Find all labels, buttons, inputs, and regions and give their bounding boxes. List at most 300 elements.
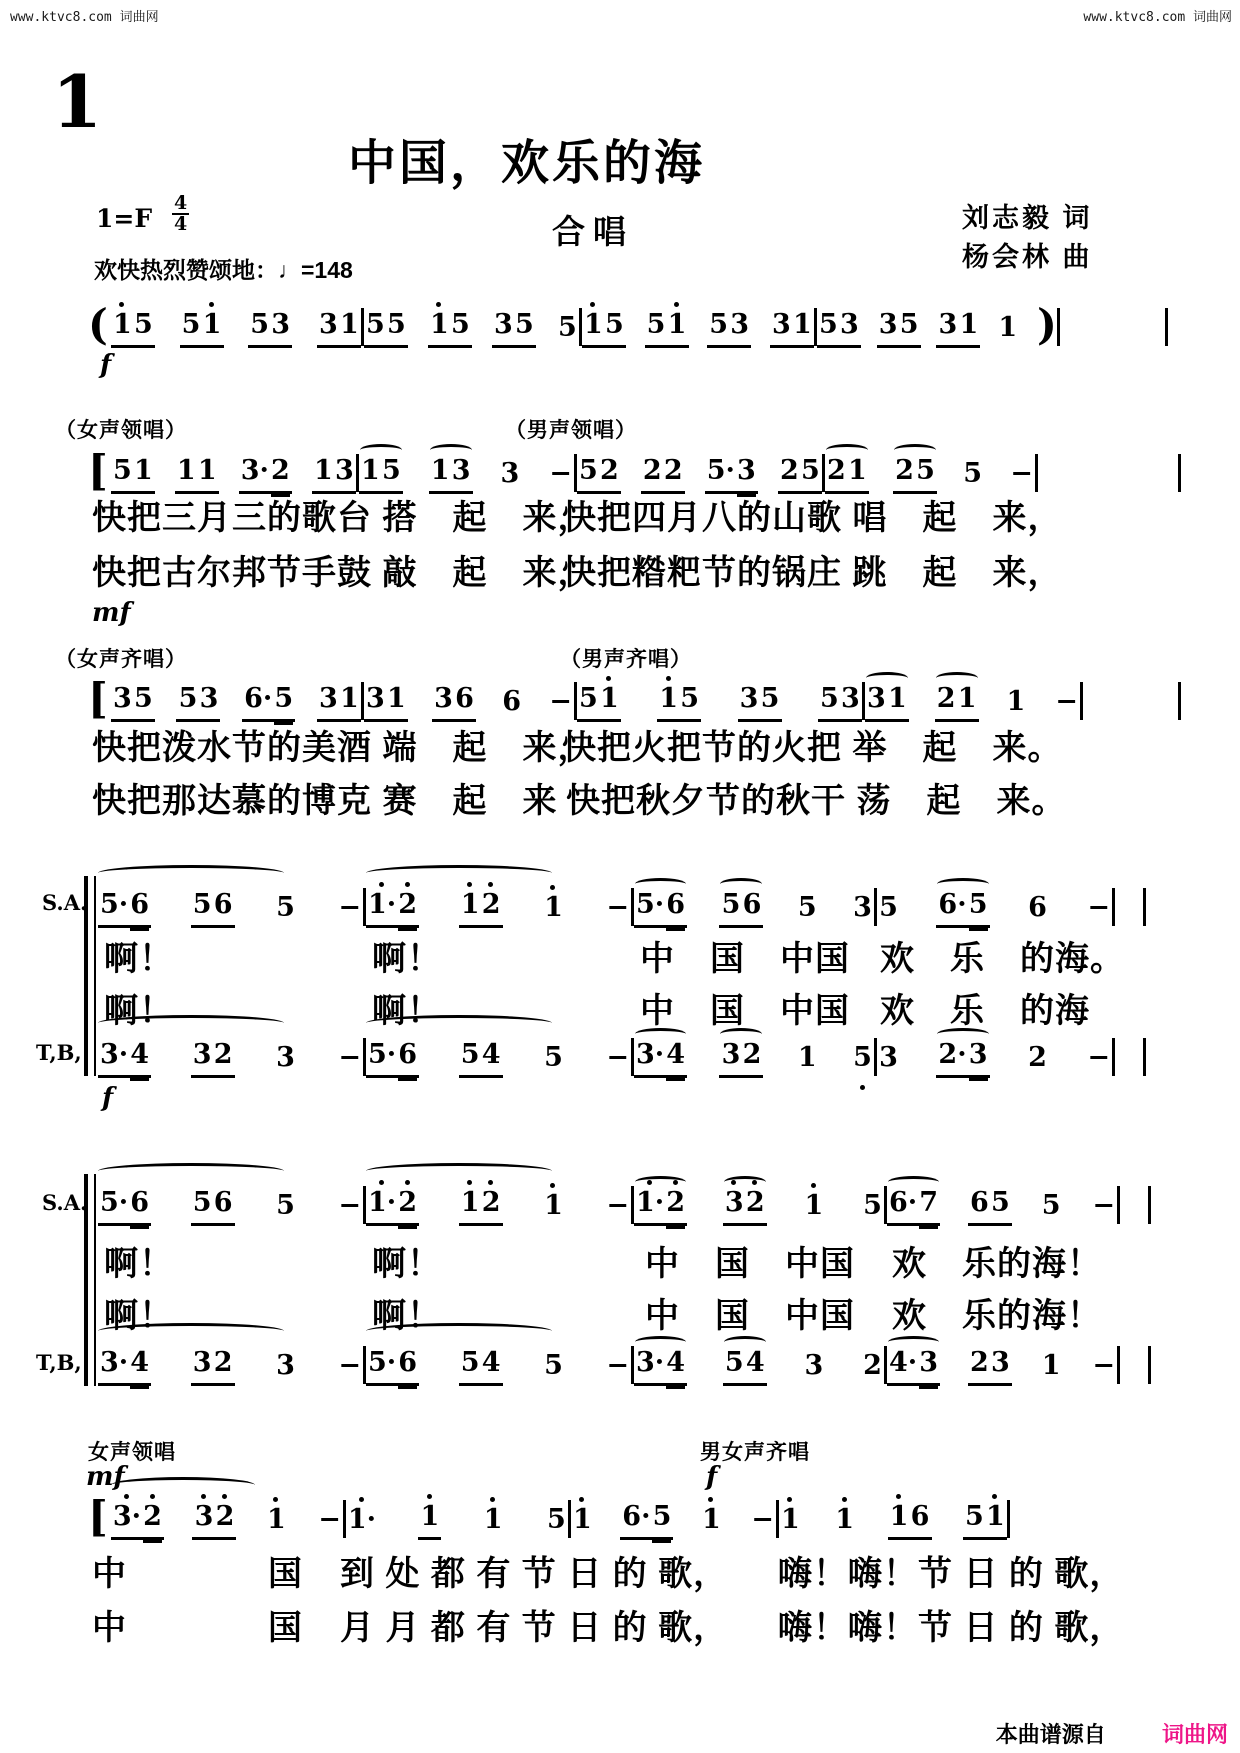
octave-dot-above — [436, 302, 441, 307]
beamed-note-group — [111, 310, 155, 348]
note: 2 — [895, 455, 914, 486]
note: 5 — [797, 892, 817, 923]
slur-arc — [98, 1163, 284, 1179]
dynamic-f: f — [100, 350, 112, 380]
beamed-note-group — [191, 1040, 235, 1078]
lyric-segment: 中 — [92, 1609, 127, 1647]
lyric-segment: 啊！ — [104, 940, 174, 978]
note: 2 — [863, 1350, 882, 1381]
voice-tag-sa: S.A. — [42, 1190, 88, 1215]
note: 1 — [792, 309, 812, 340]
measure — [111, 302, 361, 348]
note: − — [338, 1042, 361, 1073]
extra-underline — [398, 928, 417, 931]
note: 3 — [866, 683, 886, 714]
note: 5 — [276, 892, 295, 923]
note: 5 — [879, 892, 898, 923]
note: 5 — [578, 455, 598, 486]
note-group — [547, 459, 574, 494]
beamed-note-group — [242, 684, 295, 722]
octave-dot-above — [379, 1180, 384, 1185]
note: 1 — [430, 455, 450, 486]
note: 6 — [398, 1040, 417, 1070]
note: 5 — [460, 1347, 480, 1378]
note: 5 — [604, 309, 624, 340]
note: 2 — [970, 1347, 989, 1378]
beamed-note-group — [98, 1348, 151, 1386]
note: 3 — [804, 1350, 824, 1381]
octave-dot-above — [488, 1180, 493, 1185]
note-group — [604, 893, 631, 928]
measure — [865, 676, 1080, 722]
system-bracket: [ — [88, 446, 108, 495]
note: 3 — [194, 1502, 213, 1532]
note: 4 — [666, 1348, 685, 1378]
note: 2 — [742, 1039, 762, 1070]
note: 1 — [835, 1505, 854, 1535]
note: 2 — [642, 455, 662, 486]
footer-source — [996, 1718, 1228, 1749]
octave-dot-above — [427, 1494, 432, 1499]
measure — [634, 882, 874, 928]
barline — [1035, 454, 1038, 492]
note: − — [1055, 686, 1078, 717]
note-group — [498, 459, 521, 494]
final-barline — [1165, 308, 1168, 346]
lyric-segment: 快把火把节的火把 举 起 来。 — [562, 729, 1063, 767]
lyric-segment: 中 — [92, 1555, 127, 1593]
augmentation-dot: · — [386, 889, 397, 920]
lyric-segment: 国 — [268, 1555, 303, 1593]
note: 2 — [271, 456, 290, 486]
note: − — [318, 1504, 341, 1535]
watermark-left: www.ktvc8.com 词曲网 — [10, 10, 159, 25]
note: 3 — [451, 455, 471, 486]
lyricist-credit: 刘志毅 词 — [962, 203, 1093, 233]
note: 4 — [745, 1347, 765, 1378]
extra-underline — [143, 1540, 162, 1543]
measure — [346, 1494, 568, 1540]
note: 1 — [339, 309, 359, 340]
time-signature-numerator: 4 — [174, 192, 188, 214]
note-group — [274, 1351, 297, 1386]
octave-dot-above — [201, 1494, 206, 1499]
lyric-segment: 快把秋夕节的秋干 荡 起 来。 — [566, 782, 1067, 820]
lyric-segment: 国 — [268, 1609, 303, 1647]
note: 3· — [636, 1347, 665, 1378]
note: 2 — [779, 455, 799, 486]
note: 5 — [853, 1043, 872, 1073]
note: 6· — [244, 683, 273, 714]
note: 1 · — [348, 1505, 376, 1535]
slur-arc — [366, 1163, 552, 1179]
extra-underline — [130, 1078, 149, 1081]
beamed-note-group — [634, 1040, 687, 1078]
note: 5 — [546, 1504, 566, 1535]
note: 5 — [514, 309, 534, 340]
lyric-segment: 啊！ — [372, 1245, 442, 1283]
octave-dot-above — [467, 882, 472, 887]
note: 1 — [313, 455, 333, 486]
beamed-note-group — [364, 310, 408, 348]
augmentation-dot: · — [654, 1187, 665, 1218]
note: 2 — [599, 455, 619, 486]
augmentation-dot: · — [131, 1501, 142, 1532]
note-group — [346, 1505, 378, 1540]
note: 5 — [964, 1501, 984, 1532]
key-signature: 1=F — [96, 204, 153, 233]
beamed-note-group — [723, 1348, 767, 1386]
beamed-note-group — [935, 684, 979, 722]
augmentation-dot: · — [366, 1504, 377, 1535]
note: 6 — [455, 683, 474, 714]
lyric-segment: 欢 乐 的海。 — [880, 940, 1125, 978]
note: 3 — [276, 1350, 295, 1381]
note: 3 — [365, 683, 385, 714]
measure — [817, 302, 1057, 348]
lyric-segment: 啊！ — [372, 992, 442, 1030]
note: 1 — [360, 455, 380, 486]
beamed-note-group — [877, 310, 921, 348]
octave-dot-above — [150, 1494, 155, 1499]
beamed-note-group — [176, 684, 220, 722]
note-group — [274, 893, 297, 928]
octave-dot-above — [787, 1497, 792, 1502]
beamed-note-group — [111, 456, 155, 494]
augmentation-dot: · — [118, 1347, 129, 1378]
note-group — [1026, 1043, 1049, 1078]
note-group — [1085, 893, 1112, 928]
beamed-note-group — [657, 684, 701, 722]
note: 5· — [706, 455, 735, 486]
final-barline — [1148, 1186, 1151, 1224]
note: − — [1087, 892, 1110, 923]
beamed-note-group — [641, 456, 685, 494]
note: 3 — [725, 1188, 744, 1218]
notation-line — [88, 676, 1181, 722]
lyric-segment: 啊！ — [104, 992, 174, 1030]
note: − — [606, 1350, 629, 1381]
note: 6· — [622, 1501, 651, 1532]
note: 1 · — [368, 1188, 396, 1218]
final-barline — [1143, 1038, 1146, 1076]
measure — [571, 1494, 776, 1540]
note: 5 — [680, 683, 700, 714]
octave-dot-above — [550, 1183, 555, 1188]
beamed-note-group — [418, 1502, 441, 1540]
note: 5 — [274, 684, 293, 714]
note: 3 — [493, 309, 513, 340]
voice-tag-tb: T,B, — [36, 1040, 82, 1065]
augmentation-dot: · — [957, 1039, 967, 1070]
extra-underline — [919, 1386, 938, 1389]
system-bracket: [ — [88, 674, 108, 723]
beamed-note-group — [192, 1502, 236, 1540]
beamed-note-group — [865, 684, 909, 722]
note-group — [1026, 893, 1049, 928]
slur-arc — [366, 865, 552, 881]
note: 1 · — [636, 1188, 664, 1218]
note: 5 — [991, 1187, 1010, 1218]
note: 3 — [192, 1347, 212, 1378]
note-group — [556, 313, 579, 348]
beamed-note-group — [634, 1348, 687, 1386]
voice-tag-tb: T,B, — [36, 1350, 82, 1375]
beamed-note-group — [887, 1348, 940, 1386]
note: 3 — [500, 458, 520, 489]
beamed-note-group — [366, 890, 419, 928]
extra-underline — [398, 1226, 417, 1229]
beamed-note-group — [239, 456, 292, 494]
note: 3 — [878, 309, 898, 340]
octave-dot-above — [222, 1494, 227, 1499]
extra-underline — [130, 1386, 149, 1389]
note: 5 — [1041, 1190, 1061, 1221]
note-group — [877, 893, 900, 928]
note: 6 — [213, 1187, 233, 1218]
note-group — [779, 1505, 802, 1540]
barline — [1057, 308, 1060, 346]
voice-label-female-lead: 女声领唱 — [88, 1441, 176, 1464]
beamed-note-group — [459, 1348, 503, 1386]
slur-arc — [98, 865, 284, 881]
extra-underline — [398, 1386, 417, 1389]
note: 4 — [130, 1040, 149, 1070]
beamed-note-group — [936, 1040, 989, 1078]
note: 5 — [544, 1350, 563, 1381]
augmentation-dot: · — [907, 1187, 918, 1218]
voice-label-male-tutti: （男声齐唱） — [560, 648, 692, 671]
extra-underline — [130, 1226, 149, 1229]
beamed-note-group — [963, 1502, 1007, 1540]
extra-underline — [666, 1226, 685, 1229]
octave-dot-above — [119, 302, 124, 307]
note: − — [338, 1190, 361, 1221]
beamed-note-group — [429, 456, 473, 494]
note: 3 — [919, 1348, 938, 1378]
note: 2 — [398, 890, 417, 920]
beamed-note-group — [705, 456, 758, 494]
beamed-note-group — [175, 456, 219, 494]
beamed-note-group — [98, 890, 151, 928]
note: 5 — [192, 889, 212, 920]
beamed-note-group — [459, 1040, 503, 1078]
note: 3· — [636, 1039, 665, 1070]
octave-dot-above — [752, 1180, 757, 1185]
note: 1 — [573, 1505, 592, 1535]
lyric-segment: 中 国 中国 — [645, 1297, 855, 1335]
note: 1 — [386, 683, 406, 714]
octave-dot-above — [590, 302, 595, 307]
extra-underline — [398, 1078, 417, 1081]
augmentation-dot: · — [654, 1347, 665, 1378]
note: 5· — [368, 1347, 397, 1378]
extra-underline — [969, 928, 988, 931]
extra-underline — [666, 1386, 685, 1389]
note: 5 — [709, 309, 729, 340]
note: 1 — [781, 1505, 800, 1535]
beamed-note-group — [191, 1188, 235, 1226]
note: 5· — [100, 1187, 129, 1218]
note: 3 — [739, 683, 759, 714]
measure — [98, 882, 363, 928]
note-group — [336, 893, 363, 928]
note: 5 — [578, 683, 598, 714]
beamed-note-group — [432, 684, 476, 722]
octave-dot-above — [405, 1180, 410, 1185]
note: − — [338, 1350, 361, 1381]
measure — [577, 676, 862, 722]
beamed-note-group — [191, 1348, 235, 1386]
note-group — [1053, 687, 1080, 722]
note: 5 — [365, 309, 385, 340]
note: 5 — [800, 455, 820, 486]
note: 1 · — [368, 890, 396, 920]
note: 1 — [998, 312, 1018, 343]
note: 5 — [652, 1502, 671, 1532]
lyric-segment: 中 国 中国 — [640, 940, 850, 978]
note: 6 — [502, 686, 522, 717]
lyric-segment: 快把四月八的山歌 唱 起 来， — [562, 499, 1063, 537]
beamed-note-group — [366, 1188, 419, 1226]
note-group — [1008, 459, 1035, 494]
note: 3 — [276, 1042, 295, 1073]
note: 5 — [916, 455, 935, 486]
beamed-note-group — [936, 310, 980, 348]
note: − — [338, 892, 361, 923]
measure — [779, 1494, 1007, 1540]
octave-dot-above — [731, 1180, 736, 1185]
note: 3 — [969, 1040, 988, 1070]
beamed-note-group — [645, 310, 689, 348]
note: 5· — [368, 1039, 397, 1070]
system-brace — [84, 1174, 96, 1386]
note: 2 — [1028, 1042, 1047, 1073]
octave-dot-above — [896, 1494, 901, 1499]
note: 2 — [215, 1502, 234, 1532]
note: 5 — [969, 890, 988, 920]
octave-dot-above — [124, 1494, 129, 1499]
note: 5 — [112, 455, 132, 486]
beamed-note-group — [723, 1188, 767, 1226]
watermark-right: www.ktvc8.com 词曲网 — [1083, 10, 1232, 25]
lyric-segment: 快把泼水节的美酒 端 起 来， — [92, 729, 593, 767]
measure — [366, 1032, 631, 1078]
note: 6 — [910, 1501, 930, 1532]
note-group — [547, 687, 574, 722]
note: 3 — [334, 455, 354, 486]
note: − — [606, 1190, 629, 1221]
measure — [366, 1340, 631, 1386]
lyric-segment: 嗨！嗨！节 日 的 歌， — [778, 1555, 1125, 1593]
note: 3 — [737, 456, 756, 486]
measure — [577, 448, 822, 494]
footer-brand: 词曲网 — [1161, 1722, 1228, 1747]
note: 5 — [133, 309, 153, 340]
note: − — [1092, 1190, 1115, 1221]
octave-dot-above — [579, 1497, 584, 1502]
augmentation-dot: · — [957, 889, 967, 920]
note: 3· — [100, 1347, 129, 1378]
note: 3 · — [113, 1502, 141, 1532]
system-bracket: [ — [88, 1492, 108, 1541]
note: 4 — [130, 1348, 149, 1378]
composer-credit: 杨会林 曲 — [962, 242, 1093, 272]
note-group — [961, 459, 984, 494]
final-barline — [1178, 682, 1181, 720]
measure — [887, 1340, 1117, 1386]
note-group — [500, 687, 523, 722]
note: 5 — [460, 1039, 480, 1070]
beamed-note-group — [888, 1502, 932, 1540]
octave-dot-above — [674, 302, 679, 307]
lyric-segment: 嗨！嗨！节 日 的 歌， — [778, 1609, 1125, 1647]
octave-dot-above — [405, 882, 410, 887]
notation-line — [98, 1340, 1151, 1386]
beamed-note-group — [770, 310, 814, 348]
note: 5 — [724, 1347, 744, 1378]
note: 5 — [899, 309, 919, 340]
beamed-note-group — [317, 684, 361, 722]
note-group — [861, 1351, 884, 1386]
extra-underline — [271, 494, 290, 497]
lyric-segment: 快把糌粑节的锅庄 跳 起 来， — [562, 554, 1063, 592]
note: 3 — [879, 1042, 898, 1073]
note: 3· — [240, 455, 269, 486]
note: 4 — [481, 1039, 501, 1070]
measure — [111, 676, 361, 722]
note: 5 — [386, 309, 406, 340]
lyric-segment: 啊！ — [104, 1297, 174, 1335]
note-group — [1004, 687, 1027, 722]
measure — [364, 676, 574, 722]
beamed-note-group — [312, 456, 356, 494]
note: 5 — [381, 455, 401, 486]
octave-dot-above — [666, 676, 671, 681]
note: 1 — [420, 1502, 439, 1532]
lyric-segment: 快把那达慕的博克 赛 起 来 — [92, 782, 558, 820]
barline — [1080, 682, 1083, 720]
note: 1 — [600, 684, 619, 714]
note-group — [274, 1043, 297, 1078]
note: 1 — [584, 310, 603, 340]
octave-dot-above — [673, 1180, 678, 1185]
note: 5 — [181, 309, 201, 340]
measure — [359, 448, 574, 494]
voice-label-female-tutti: （女声齐唱） — [55, 648, 187, 671]
beamed-note-group — [719, 890, 763, 928]
lyric-segment: 欢 乐 的海 — [880, 992, 1090, 1030]
note: 5 — [450, 309, 470, 340]
note: 7 — [919, 1188, 938, 1218]
notation-line — [88, 1494, 1010, 1540]
measure — [111, 1494, 343, 1540]
note-group — [542, 1351, 565, 1386]
note-group — [604, 1351, 631, 1386]
measure — [877, 1032, 1112, 1078]
note: 1 — [113, 310, 132, 340]
octave-dot-above — [488, 882, 493, 887]
note-group — [545, 1505, 568, 1540]
beamed-note-group — [98, 1040, 151, 1078]
augmentation-dot: · — [725, 455, 735, 486]
final-barline — [1148, 1346, 1151, 1384]
note: 3 — [839, 309, 859, 340]
note: 3 — [199, 683, 219, 714]
note: 5· — [100, 889, 129, 920]
augmentation-dot: · — [386, 1347, 397, 1378]
barline — [1007, 1500, 1010, 1538]
